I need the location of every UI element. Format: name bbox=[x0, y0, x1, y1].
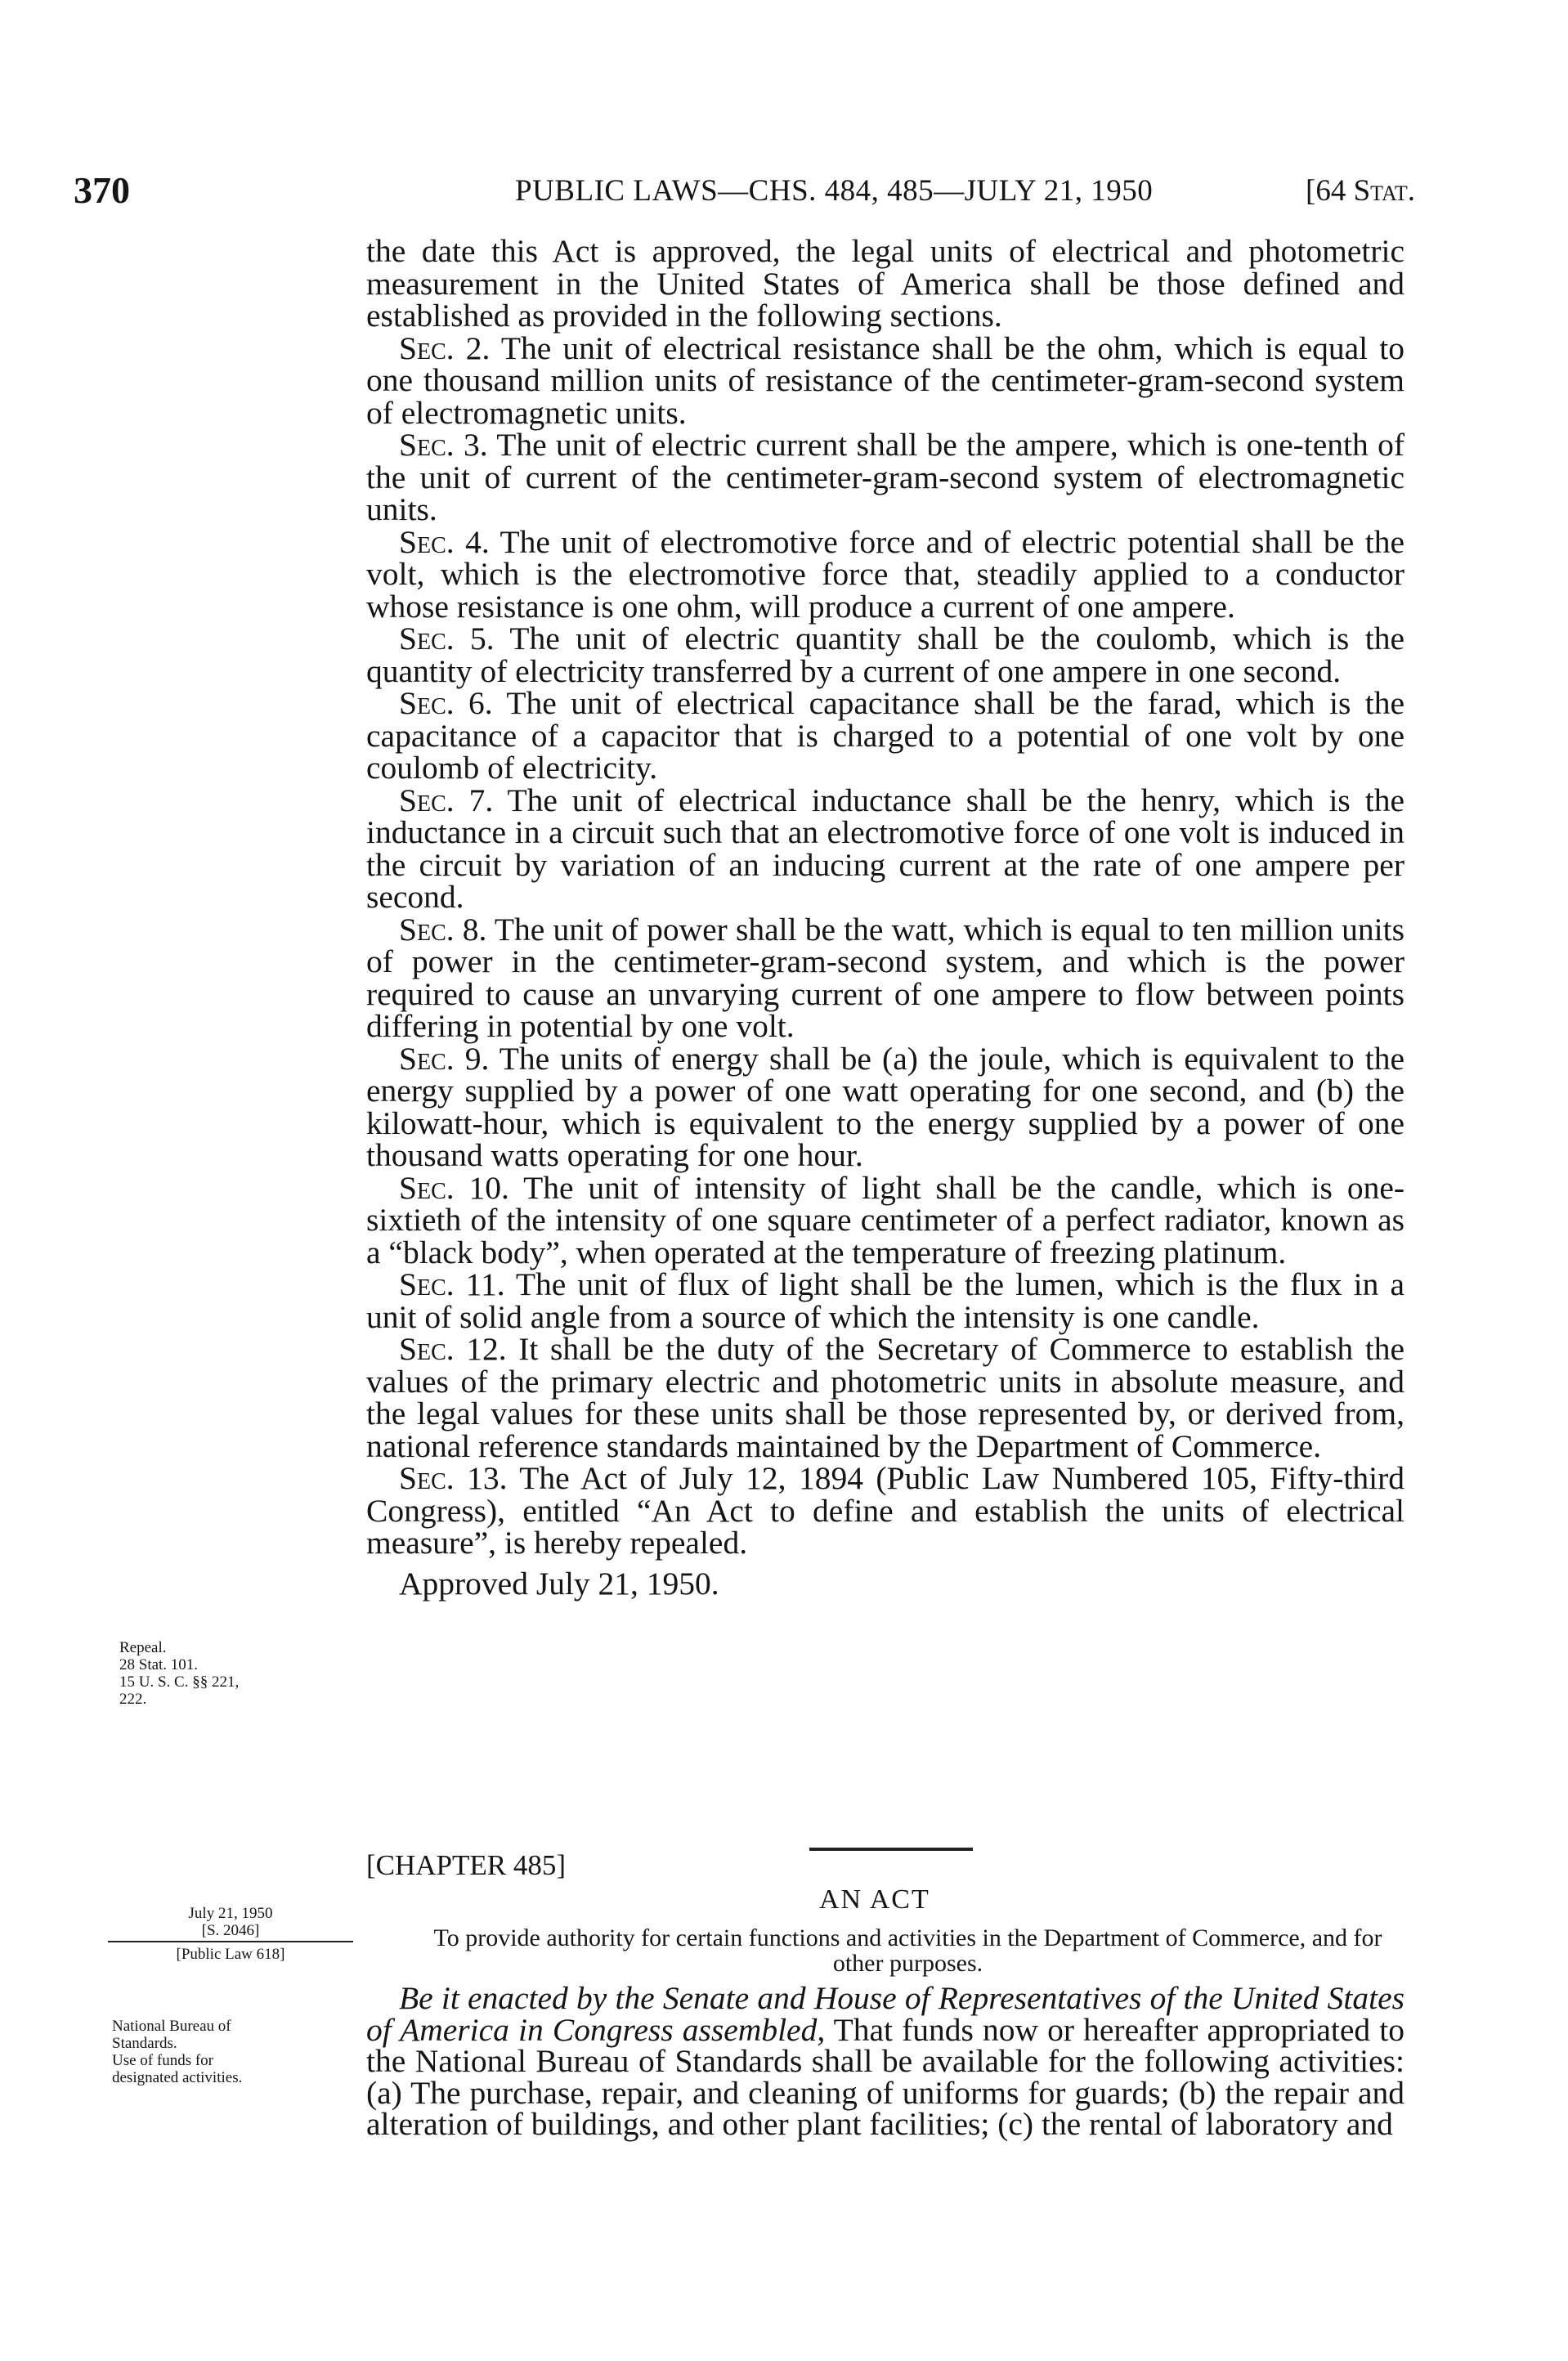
volume-reference: [64 Stat. bbox=[1306, 174, 1415, 208]
chapter-divider bbox=[809, 1848, 973, 1851]
chapter-484-body bbox=[366, 235, 1404, 1600]
section-text: The units of energy shall be (a) the joule, which is equivalent to the energy supplied by a power of one watt operating for one second, and (b) the kilowatt-hour, which is equivalent to the energy supplied by a power of one thousand watts operating for one hour. bbox=[366, 1040, 1405, 1173]
margin-note-line: Use of funds for bbox=[112, 2052, 214, 2069]
enactment-date: July 21, 1950 bbox=[188, 1905, 273, 1922]
section-label: Sec. 4. bbox=[399, 523, 490, 560]
margin-rule bbox=[108, 1941, 353, 1942]
act-purpose: To provide authority for certain functions and activities in the Department of Commerce, and for other purposes. bbox=[433, 1924, 1382, 1977]
section-8 bbox=[366, 911, 1404, 1044]
enacting-paragraph bbox=[366, 1982, 1404, 2140]
enacting-text: That funds now or hereafter appropriated to the National Bureau of Standards shall be available for the following activities: (a) The purchase, repair, and cleaning of uniforms for guards; (b) the repair and alteration of buildings, and other plant facilities; (c) the rental of laboratory and bbox=[366, 2011, 1404, 2142]
section-text: The unit of electrical resistance shall be the ohm, which is equal to one thousand million units of resistance of the centimeter-gram-second system of electromagnetic units. bbox=[366, 329, 1404, 431]
section-7 bbox=[366, 782, 1404, 915]
section-label: Sec. 5. bbox=[399, 620, 495, 656]
section-text: The unit of electric current shall be the ampere, which is one-tenth of the unit of current of the centimeter-gram-second system of electromagnetic units. bbox=[366, 427, 1404, 527]
bill-number: [S. 2046] bbox=[201, 1922, 260, 1939]
margin-note-public-law bbox=[108, 1905, 353, 1963]
section-5 bbox=[366, 620, 1404, 689]
section-text: The unit of intensity of light shall be the candle, which is one-sixtieth of the intensity of one square centimeter of a perfect radiator, known as a “black body”, when operated at the temperature of freezing platinum. bbox=[366, 1169, 1405, 1270]
section-text: The Act of July 12, 1894 (Public Law Numbered 105, Fifty-third Congress), entitled “An Act to define and establish the units of electrical measure”, is hereby repealed. bbox=[366, 1460, 1404, 1561]
margin-note-line: National Bureau of bbox=[112, 2018, 231, 2035]
section-6 bbox=[366, 685, 1405, 786]
section-9 bbox=[366, 1040, 1405, 1173]
section-label: Sec. 11. bbox=[399, 1266, 505, 1302]
page-number: 370 bbox=[74, 169, 130, 211]
section-label: Sec. 3. bbox=[399, 427, 488, 463]
section-label: Sec. 12. bbox=[399, 1331, 507, 1367]
margin-note-line: 28 Stat. 101. bbox=[119, 1656, 199, 1673]
section-text: The unit of flux of light shall be the lumen, which is the flux in a unit of solid angle from a source of which the intensity is one candle. bbox=[366, 1266, 1404, 1335]
margin-note-repeal bbox=[119, 1639, 365, 1708]
section-text: The unit of electrical inductance shall be the henry, which is the inductance in a circuit such that an electromotive force of one volt is induced in the circuit by variation of an inducing current at the rate of one ampere per second. bbox=[366, 782, 1404, 915]
section-text: The unit of electrical capacitance shall be the farad, which is the capacitance of a capacitor that is charged to a potential of one volt by one coulomb of electricity. bbox=[366, 685, 1405, 786]
opening-paragraph: the date this Act is approved, the legal units of electrical and photometric measurement in the United States of America shall be those defined and established as provided in the following sections. bbox=[366, 233, 1404, 334]
section-label: Sec. 13. bbox=[399, 1460, 508, 1496]
public-law-number: [Public Law 618] bbox=[176, 1946, 285, 1963]
section-4 bbox=[366, 523, 1404, 625]
section-label: Sec. 10. bbox=[399, 1169, 509, 1206]
section-2 bbox=[366, 329, 1404, 431]
section-text: The unit of electromotive force and of electric potential shall be the volt, which is the electromotive force that, steadily applied to a conductor whose resistance is one ohm, will produce a current of one ampere. bbox=[366, 523, 1404, 625]
running-header bbox=[0, 168, 1568, 217]
running-title: PUBLIC LAWS—CHS. 484, 485—JULY 21, 1950 bbox=[515, 174, 1154, 208]
margin-note-line: Repeal. bbox=[119, 1639, 167, 1656]
section-text: The unit of electric quantity shall be the coulomb, which is the quantity of electricity transferred by a current of one ampere in one second. bbox=[366, 620, 1404, 689]
margin-note-line: 222. bbox=[119, 1691, 147, 1708]
section-12 bbox=[366, 1333, 1404, 1463]
margin-note-nbs bbox=[112, 2018, 357, 2086]
margin-note-line: Standards. bbox=[112, 2035, 177, 2052]
approval-line: Approved July 21, 1950. bbox=[399, 1565, 719, 1602]
section-13 bbox=[366, 1460, 1404, 1561]
act-heading: AN ACT bbox=[819, 1884, 930, 1915]
section-11 bbox=[366, 1266, 1404, 1335]
section-label: Sec. 9. bbox=[399, 1040, 490, 1077]
section-text: It shall be the duty of the Secretary of Commerce to establish the values of the primary electric and photometric units in absolute measure, and the legal values for these units shall be those represented by, or derived from, national reference standards maintained by the Department of Commerce. bbox=[366, 1331, 1405, 1464]
section-text: The unit of power shall be the watt, which is equal to ten million units of power in the centimeter-gram-second system, and which is the power required to cause an unvarying current of one ampere to flow between points differing in potential by one volt. bbox=[366, 911, 1404, 1044]
section-10 bbox=[366, 1169, 1405, 1270]
section-label: Sec. 2. bbox=[399, 329, 491, 366]
margin-note-line: 15 U. S. C. §§ 221, bbox=[119, 1673, 240, 1691]
section-label: Sec. 8. bbox=[399, 911, 487, 948]
section-3 bbox=[366, 429, 1404, 526]
chapter-label: [CHAPTER 485] bbox=[366, 1849, 567, 1881]
section-label: Sec. 7. bbox=[399, 782, 494, 818]
section-label: Sec. 6. bbox=[399, 685, 493, 721]
enacting-clause: Be it enacted by the Senate and House of Representatives of the United States of America in Congress assembled, bbox=[366, 1980, 1404, 2048]
margin-note-line: designated activities. bbox=[112, 2069, 243, 2086]
